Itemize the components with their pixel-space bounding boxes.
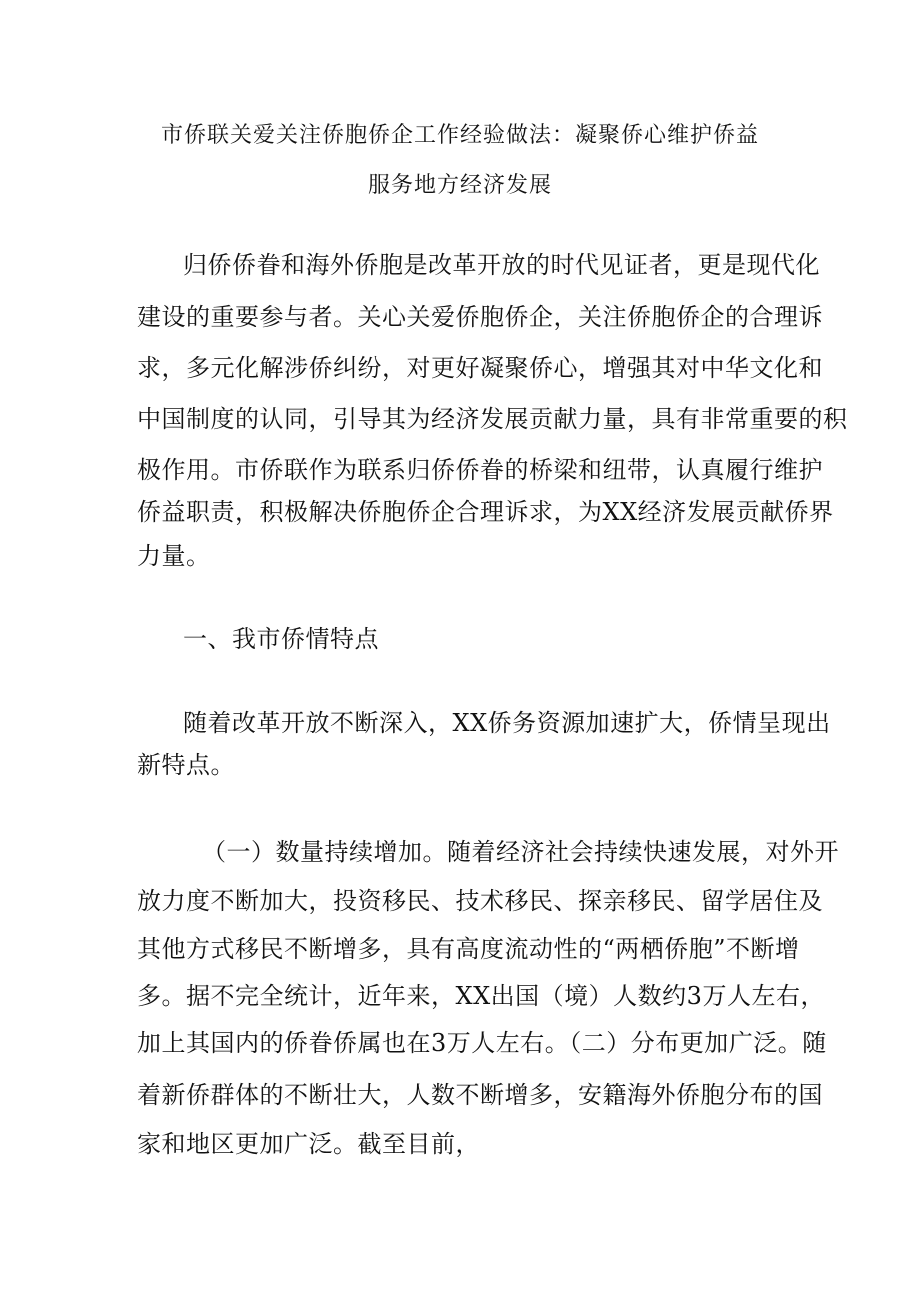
- section-body-line: 着新侨群体的不断壮大，人数不断增多，安籍海外侨胞分布的国: [137, 1081, 823, 1109]
- intro-paragraph-line: 求，多元化解涉侨纠纷，对更好凝聚侨心，增强其对中华文化和: [137, 354, 823, 382]
- intro-paragraph-line: 力量。: [137, 542, 211, 570]
- section-body-line: 家和地区更加广泛。截至目前，: [137, 1130, 480, 1158]
- document-title-line-1: 市侨联关爱关注侨胞侨企工作经验做法：凝聚侨心维护侨益: [160, 123, 759, 148]
- intro-paragraph-line: 极作用。市侨联作为联系归侨侨眷的桥梁和纽带，认真履行维护: [137, 456, 823, 484]
- section-heading: 一、我市侨情特点: [183, 625, 379, 653]
- section-body-line: 多。据不完全统计，近年来，XX出国（境）人数约3万人左右，: [137, 982, 825, 1010]
- document-title-line-2: 服务地方经济发展: [367, 173, 552, 198]
- intro-paragraph-line: 建设的重要参与者。关心关爱侨胞侨企，关注侨胞侨企的合理诉: [137, 303, 823, 331]
- intro-paragraph-line: 侨益职责，积极解决侨胞侨企合理诉求，为XX经济发展贡献侨界: [137, 498, 834, 526]
- intro-paragraph-line: 中国制度的认同，引导其为经济发展贡献力量，具有非常重要的积: [137, 405, 848, 433]
- section-body-line: （一）数量持续增加。随着经济社会持续快速发展，对外开: [202, 838, 839, 866]
- section-body-line: 放力度不断加大，投资移民、技术移民、探亲移民、留学居住及: [137, 887, 823, 915]
- section-body-line: 加上其国内的侨眷侨属也在3万人左右。（二）分布更加广泛。随: [137, 1029, 827, 1057]
- section-body-line: 其他方式移民不断增多，具有高度流动性的“两栖侨胞”不断增: [137, 935, 800, 963]
- intro-paragraph-line: 归侨侨眷和海外侨胞是改革开放的时代见证者，更是现代化: [183, 251, 820, 279]
- section-intro-line: 新特点。: [137, 751, 235, 779]
- section-intro-line: 随着改革开放不断深入，XX侨务资源加速扩大，侨情呈现出: [183, 709, 831, 737]
